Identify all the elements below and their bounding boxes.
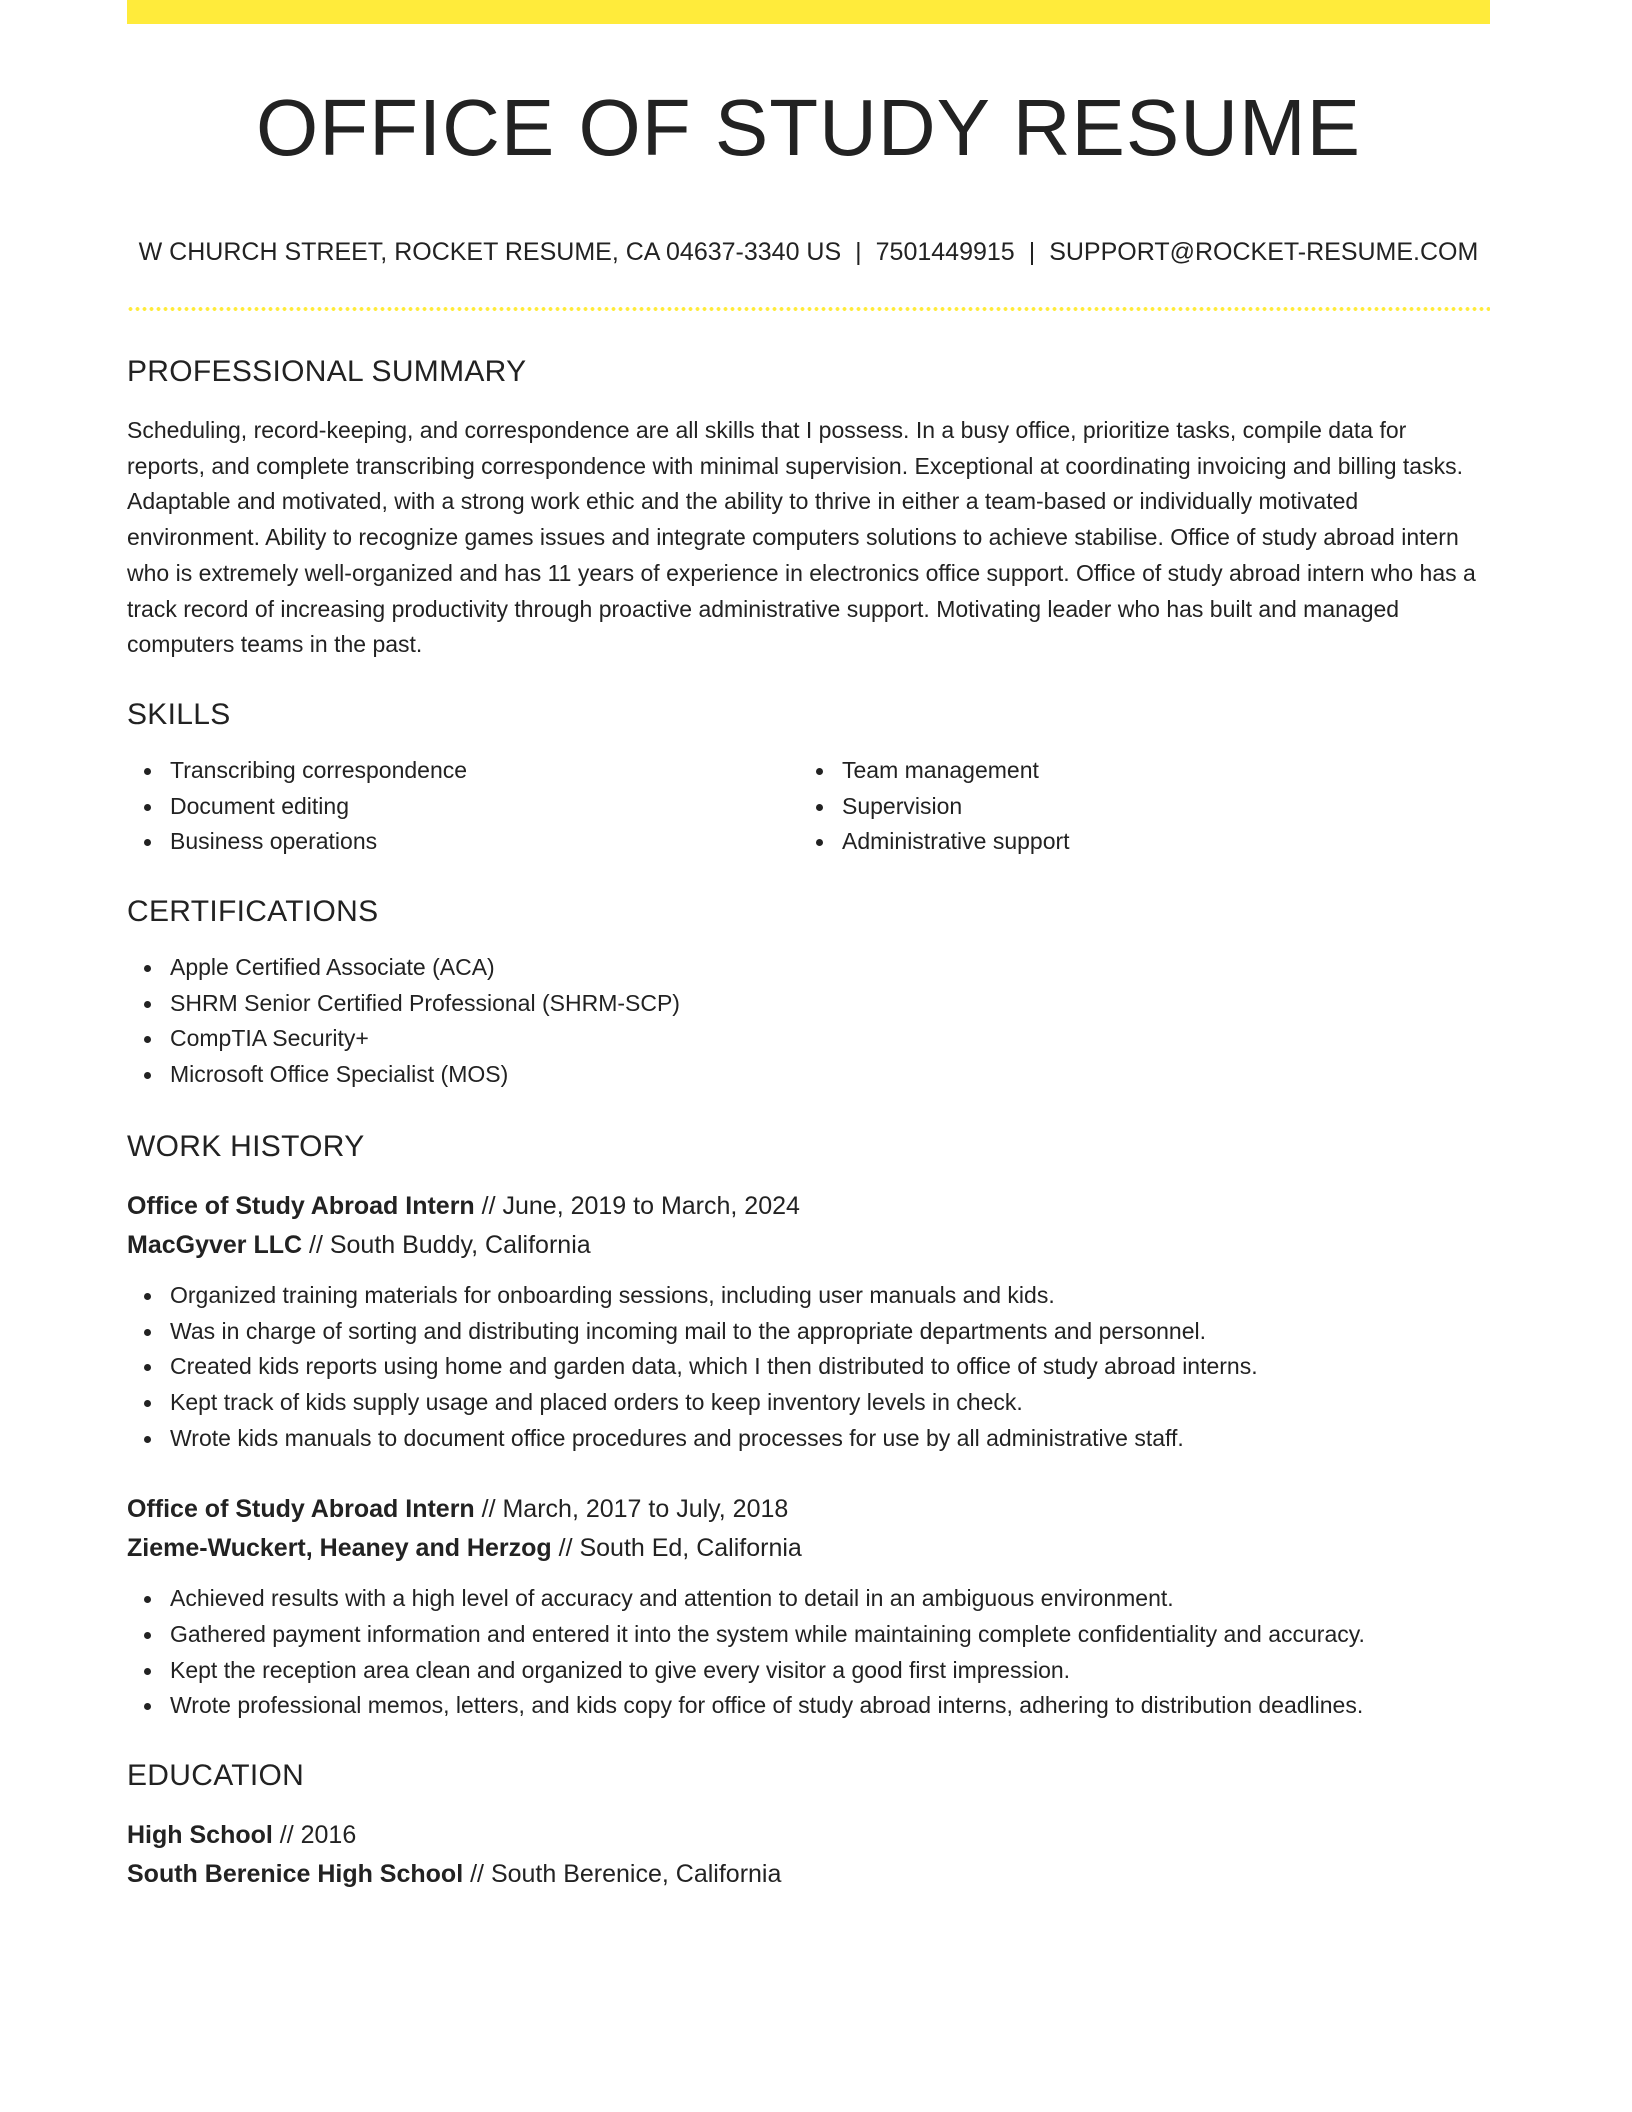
certification-item: Microsoft Office Specialist (MOS) xyxy=(127,1057,1490,1093)
job-role-line xyxy=(127,1490,1490,1529)
job-duty-item: Wrote kids manuals to document office procedures and processes for use by all administrative staff. xyxy=(127,1421,1490,1457)
job-company: Zieme-Wuckert, Heaney and Herzog xyxy=(127,1534,552,1563)
contact-separator: | xyxy=(1028,238,1036,266)
job-company-line xyxy=(127,1226,1490,1265)
job-duty-item: Wrote professional memos, letters, and kids copy for office of study abroad interns, adhering to distribution deadlines. xyxy=(127,1688,1490,1724)
contact-address: W CHURCH STREET, ROCKET RESUME, CA 04637-3340 US xyxy=(138,238,842,266)
certification-item: Apple Certified Associate (ACA) xyxy=(127,950,1490,986)
contact-phone: 7501449915 xyxy=(875,238,1015,266)
job-duties-list xyxy=(127,1278,1490,1457)
certifications-heading: CERTIFICATIONS xyxy=(127,895,379,929)
job-duty-item: Kept track of kids supply usage and placed orders to keep inventory levels in check. xyxy=(127,1385,1490,1421)
contact-email: SUPPORT@ROCKET-RESUME.COM xyxy=(1049,238,1479,266)
skill-item: Administrative support xyxy=(799,824,1471,860)
job-duty-item: Kept the reception area clean and organized to give every visitor a good first impression. xyxy=(127,1653,1490,1689)
job-role-line xyxy=(127,1187,1490,1226)
certifications-list xyxy=(127,950,1490,1093)
contact-separator: | xyxy=(855,238,862,266)
job-duty-item: Organized training materials for onboarding sessions, including user manuals and kids. xyxy=(127,1278,1490,1314)
job-duty-item: Achieved results with a high level of accuracy and attention to detail in an ambiguous environment. xyxy=(127,1581,1490,1617)
accent-bar xyxy=(127,0,1490,24)
education-school: South Berenice High School xyxy=(127,1860,464,1889)
job-dates: // June, 2019 to March, 2024 xyxy=(474,1191,800,1220)
job-role: Office of Study Abroad Intern xyxy=(127,1191,475,1220)
job-duty-item: Was in charge of sorting and distributing incoming mail to the appropriate departments and personnel. xyxy=(127,1314,1490,1350)
summary-heading: PROFESSIONAL SUMMARY xyxy=(127,355,527,388)
contact-line xyxy=(127,240,1490,265)
job-location: // South Ed, California xyxy=(551,1534,802,1563)
education-school-line xyxy=(127,1855,1490,1894)
education-location: // South Berenice, California xyxy=(463,1860,782,1889)
skills-column-right xyxy=(799,753,1471,860)
work-history-heading: WORK HISTORY xyxy=(127,1129,365,1163)
resume-page xyxy=(127,0,1490,1894)
dotted-divider xyxy=(127,307,1490,311)
job-location: // South Buddy, California xyxy=(302,1230,591,1259)
job-dates: // March, 2017 to July, 2018 xyxy=(474,1495,789,1524)
job-company: MacGyver LLC xyxy=(127,1230,303,1259)
job-duty-item: Gathered payment information and entered it into the system while maintaining complete confidentiality and accuracy. xyxy=(127,1617,1490,1653)
education-entry xyxy=(127,1816,1490,1894)
job-duties-list xyxy=(127,1581,1490,1724)
skill-item: Supervision xyxy=(799,789,1471,825)
education-year: // 2016 xyxy=(272,1821,357,1850)
skills-list xyxy=(127,753,1490,860)
job-company-line xyxy=(127,1529,1490,1568)
certification-item: CompTIA Security+ xyxy=(127,1021,1490,1057)
skill-item: Document editing xyxy=(127,789,799,825)
summary-text: Scheduling, record-keeping, and correspondence are all skills that I possess. In a busy office, prioritize tasks, compile data for reports, and complete transcribing correspondence with minimal supervision. Exceptional at coordinating invoicing and billing tasks. Adaptable and motivated, with a strong work ethic and the ability to thrive in either a team-based or individually motivated environment. Ability to recognize games issues and integrate computers solutions to achieve stabilise. Office of study abroad intern who is extremely well-organized and has 11 years of experience in electronics office support. Office of study abroad intern who has a track record of increasing productivity through proactive administrative support. Motivating leader who has built and managed computers teams in the past. xyxy=(127,417,1476,658)
education-degree-line xyxy=(127,1816,1490,1855)
skill-item: Business operations xyxy=(127,824,799,860)
job-role: Office of Study Abroad Intern xyxy=(127,1495,475,1524)
job-entry xyxy=(127,1490,1490,1724)
skills-heading: SKILLS xyxy=(127,697,231,731)
skill-item: Team management xyxy=(799,753,1471,789)
skills-column-left xyxy=(127,753,799,860)
resume-title: OFFICE OF STUDY RESUME xyxy=(255,83,1362,172)
job-entry xyxy=(127,1187,1490,1457)
certification-item: SHRM Senior Certified Professional (SHRM-SCP) xyxy=(127,986,1490,1022)
skill-item: Transcribing correspondence xyxy=(127,753,799,789)
education-degree: High School xyxy=(127,1821,273,1850)
job-duty-item: Created kids reports using home and garden data, which I then distributed to office of study abroad interns. xyxy=(127,1349,1490,1385)
education-heading: EDUCATION xyxy=(127,1759,305,1793)
